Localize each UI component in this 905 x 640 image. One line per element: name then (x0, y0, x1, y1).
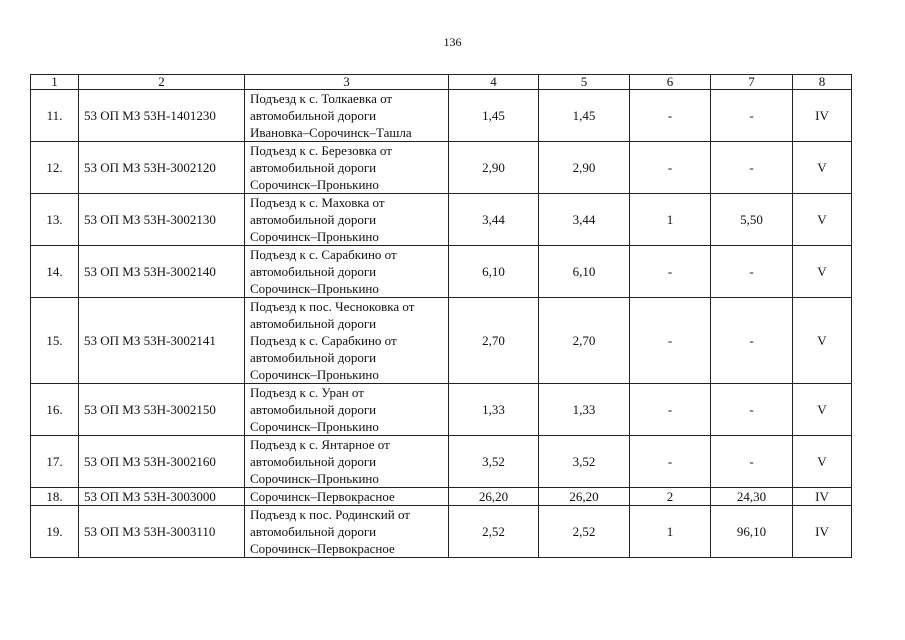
roads-table (30, 74, 852, 558)
header-cell: 5 (539, 75, 630, 90)
road-category: IV (793, 90, 852, 142)
road-name (245, 384, 449, 436)
road-name-line: автомобильной дороги (250, 160, 377, 175)
road-code: 53 ОП МЗ 53Н-3002141 (79, 298, 245, 384)
col-4-value: 2,70 (449, 298, 539, 384)
row-number: 13. (31, 194, 79, 246)
road-name (245, 90, 449, 142)
col-4-value: 2,90 (449, 142, 539, 194)
header-row (31, 75, 852, 90)
road-category: V (793, 246, 852, 298)
road-name-line: автомобильной дороги (250, 316, 377, 331)
road-name-line: Сорочинск–Первокрасное (250, 489, 395, 504)
road-name (245, 436, 449, 488)
header-cell: 7 (711, 75, 793, 90)
road-name-line: Сорочинск–Пронькино (250, 281, 379, 296)
header-cell: 6 (630, 75, 711, 90)
col-6-value: 1 (630, 194, 711, 246)
road-name-line: автомобильной дороги (250, 212, 377, 227)
col-5-value: 6,10 (539, 246, 630, 298)
road-code: 53 ОП МЗ 53Н-3003110 (79, 506, 245, 558)
table-row (31, 142, 852, 194)
row-number: 14. (31, 246, 79, 298)
road-name (245, 506, 449, 558)
road-code: 53 ОП МЗ 53Н-3002130 (79, 194, 245, 246)
col-5-value: 1,33 (539, 384, 630, 436)
col-4-value: 1,45 (449, 90, 539, 142)
col-7-value: - (711, 436, 793, 488)
road-name-line: Подъезд к с. Маховка от (250, 195, 385, 210)
road-name-line: Ивановка–Сорочинск–Ташла (250, 125, 412, 140)
road-name-line: автомобильной дороги (250, 524, 377, 539)
row-number: 18. (31, 488, 79, 506)
col-6-value: 2 (630, 488, 711, 506)
col-5-value: 2,70 (539, 298, 630, 384)
road-category: IV (793, 506, 852, 558)
road-name-line: автомобильной дороги (250, 350, 377, 365)
road-code: 53 ОП МЗ 53Н-1401230 (79, 90, 245, 142)
road-code: 53 ОП МЗ 53Н-3002120 (79, 142, 245, 194)
header-cell: 8 (793, 75, 852, 90)
road-code: 53 ОП МЗ 53Н-3003000 (79, 488, 245, 506)
road-name-line: автомобильной дороги (250, 108, 377, 123)
road-name-line: Подъезд к с. Сарабкино от (250, 333, 397, 348)
road-name-line: автомобильной дороги (250, 402, 377, 417)
col-6-value: 1 (630, 506, 711, 558)
col-7-value: 24,30 (711, 488, 793, 506)
road-name-line: автомобильной дороги (250, 264, 377, 279)
table-row (31, 384, 852, 436)
road-name-line: автомобильной дороги (250, 454, 377, 469)
table-body (31, 90, 852, 558)
col-4-value: 3,52 (449, 436, 539, 488)
col-6-value: - (630, 436, 711, 488)
table-row (31, 488, 852, 506)
table-row (31, 194, 852, 246)
road-name (245, 194, 449, 246)
row-number: 15. (31, 298, 79, 384)
table-row (31, 90, 852, 142)
road-category: V (793, 142, 852, 194)
road-name-line: Подъезд к с. Березовка от (250, 143, 392, 158)
road-name (245, 488, 449, 506)
col-4-value: 2,52 (449, 506, 539, 558)
row-number: 11. (31, 90, 79, 142)
col-5-value: 2,52 (539, 506, 630, 558)
road-name-line: Подъезд к пос. Чесноковка от (250, 299, 415, 314)
col-4-value: 6,10 (449, 246, 539, 298)
col-4-value: 1,33 (449, 384, 539, 436)
col-7-value: 96,10 (711, 506, 793, 558)
road-category: V (793, 436, 852, 488)
row-number: 12. (31, 142, 79, 194)
table-row (31, 246, 852, 298)
road-name (245, 246, 449, 298)
header-cell: 1 (31, 75, 79, 90)
header-cell: 3 (245, 75, 449, 90)
table-row (31, 298, 852, 384)
road-name-line: Сорочинск–Пронькино (250, 419, 379, 434)
road-name-line: Сорочинск–Пронькино (250, 177, 379, 192)
road-name-line: Подъезд к с. Сарабкино от (250, 247, 397, 262)
col-6-value: - (630, 142, 711, 194)
road-category: V (793, 384, 852, 436)
col-6-value: - (630, 90, 711, 142)
header-cell: 2 (79, 75, 245, 90)
road-code: 53 ОП МЗ 53Н-3002140 (79, 246, 245, 298)
row-number: 19. (31, 506, 79, 558)
road-name-line: Подъезд к пос. Родинский от (250, 507, 410, 522)
col-7-value: 5,50 (711, 194, 793, 246)
header-cell: 4 (449, 75, 539, 90)
col-7-value: - (711, 142, 793, 194)
col-5-value: 3,44 (539, 194, 630, 246)
road-name-line: Сорочинск–Пронькино (250, 367, 379, 382)
road-code: 53 ОП МЗ 53Н-3002150 (79, 384, 245, 436)
col-7-value: - (711, 384, 793, 436)
col-6-value: - (630, 298, 711, 384)
table-row (31, 436, 852, 488)
road-name-line: Подъезд к с. Янтарное от (250, 437, 390, 452)
col-6-value: - (630, 246, 711, 298)
col-7-value: - (711, 90, 793, 142)
col-7-value: - (711, 246, 793, 298)
table-row (31, 506, 852, 558)
page-number: 136 (443, 35, 462, 49)
col-5-value: 3,52 (539, 436, 630, 488)
road-name-line: Подъезд к с. Толкаевка от (250, 91, 393, 106)
col-4-value: 3,44 (449, 194, 539, 246)
row-number: 16. (31, 384, 79, 436)
col-5-value: 1,45 (539, 90, 630, 142)
col-4-value: 26,20 (449, 488, 539, 506)
col-5-value: 26,20 (539, 488, 630, 506)
road-code: 53 ОП МЗ 53Н-3002160 (79, 436, 245, 488)
col-6-value: - (630, 384, 711, 436)
road-name-line: Сорочинск–Пронькино (250, 471, 379, 486)
row-number: 17. (31, 436, 79, 488)
road-category: V (793, 298, 852, 384)
road-name (245, 298, 449, 384)
road-name-line: Сорочинск–Пронькино (250, 229, 379, 244)
road-name-line: Сорочинск–Первокрасное (250, 541, 395, 556)
col-5-value: 2,90 (539, 142, 630, 194)
road-category: IV (793, 488, 852, 506)
col-7-value: - (711, 298, 793, 384)
road-name-line: Подъезд к с. Уран от (250, 385, 364, 400)
road-category: V (793, 194, 852, 246)
road-name (245, 142, 449, 194)
